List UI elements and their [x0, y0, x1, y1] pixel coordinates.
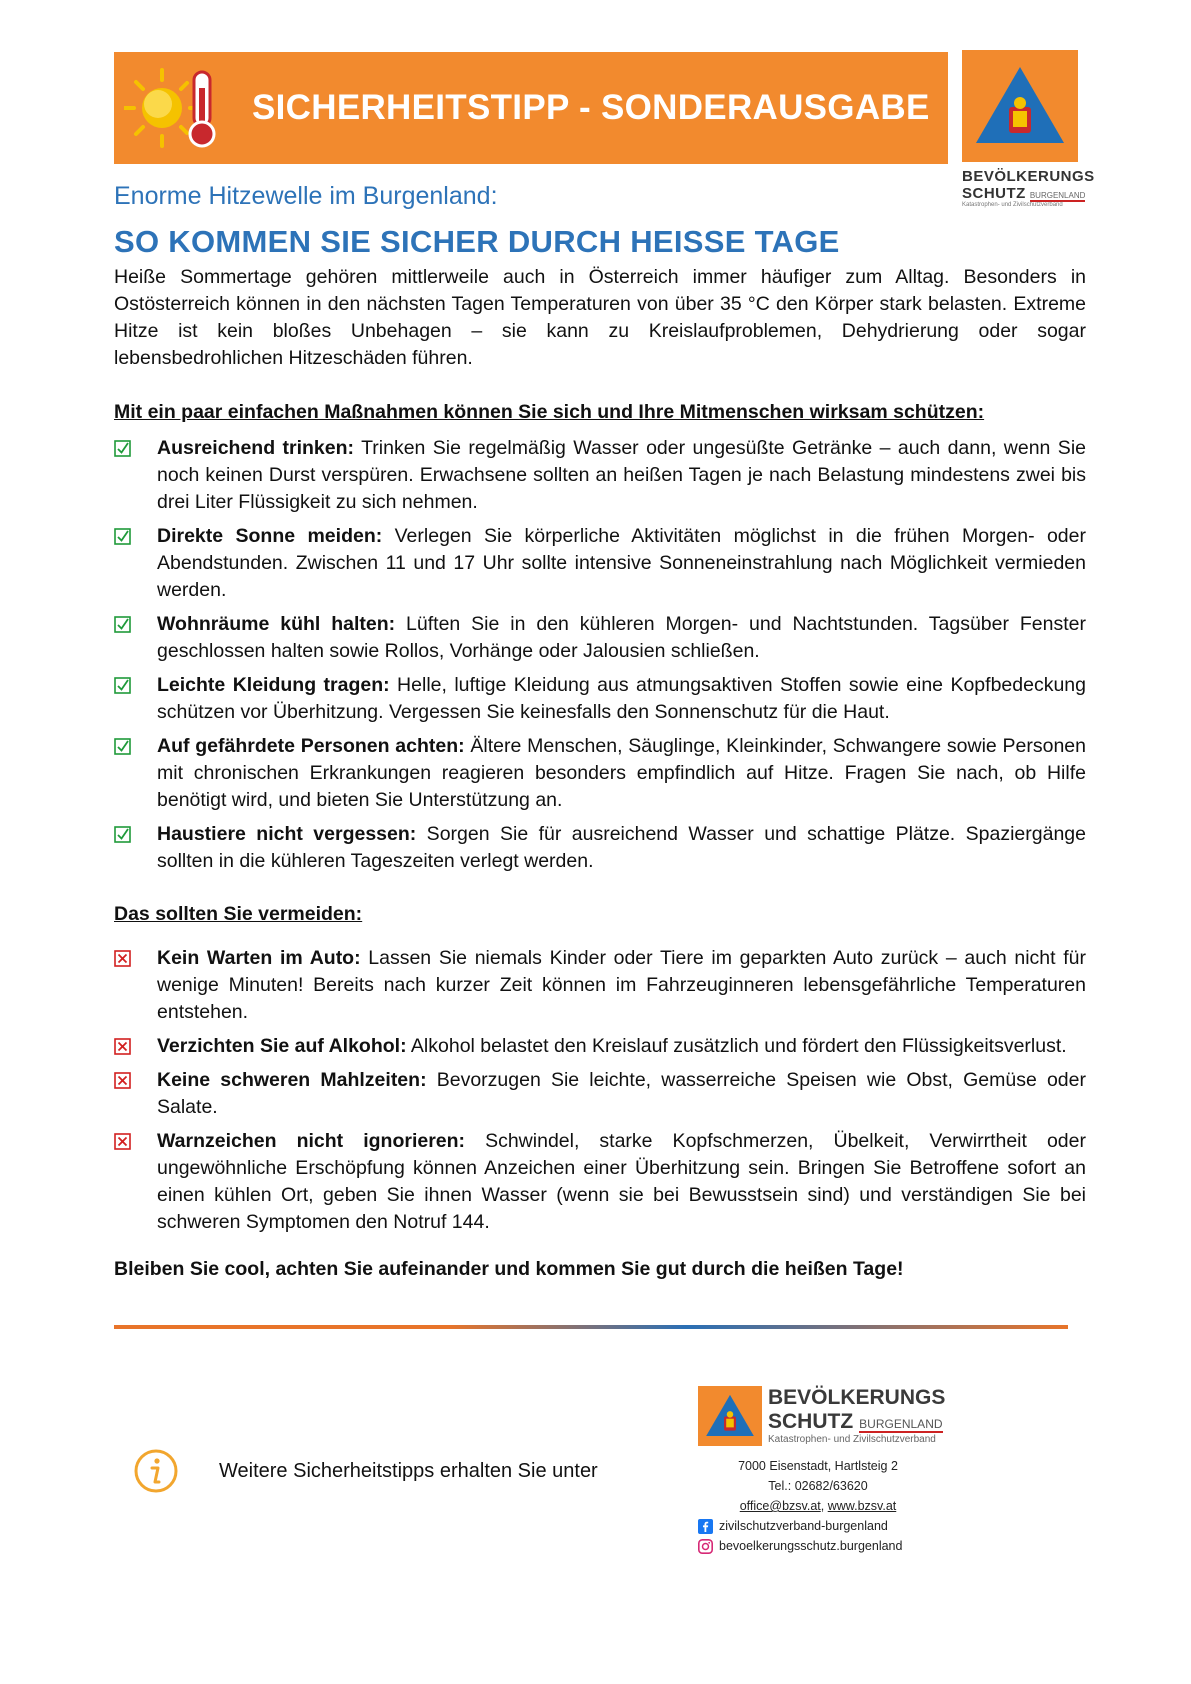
logo-emblem [962, 50, 1078, 162]
list-item [114, 945, 1086, 1026]
item-text [157, 1067, 1086, 1121]
item-label: Ausreichend trinken: [157, 437, 355, 459]
instagram-line[interactable] [698, 1536, 938, 1556]
item-description: Trinken Sie regelmäßig Wasser oder ungesüßte Getränke – auch dann, wenn Sie noch keinen Durst verspüren. Erwachsene sollten an heißen Tagen je nach Belastung mindestens zwei bis drei Liter Flüssigkeit zu sich nehmen. [157, 437, 1086, 513]
sun-thermometer-icon [124, 58, 224, 158]
item-text [157, 1033, 1086, 1060]
contact-separator: , [820, 1499, 828, 1513]
address: 7000 Eisenstadt, Hartlsteig 2 [738, 1459, 898, 1473]
item-label: Haustiere nicht vergessen: [157, 823, 417, 845]
item-label: Kein Warten im Auto: [157, 947, 361, 969]
closing-statement: Bleiben Sie cool, achten Sie aufeinander und kommen Sie gut durch die heißen Tage! [114, 1258, 904, 1280]
green-checkbox-icon [114, 440, 131, 457]
footer-logo-region: BURGENLAND [859, 1417, 943, 1431]
logo-word-schutz: SCHUTZ [962, 185, 1026, 202]
banner-title: SICHERHEITSTIPP - SONDERAUSGABE [252, 88, 930, 127]
website-link[interactable]: www.bzsv.at [827, 1499, 897, 1513]
intro-paragraph: Heiße Sommertage gehören mittlerweile auch in Österreich immer häufiger zum Alltag. Besonders in Ostösterreich können in den nächsten Tagen Temperaturen von über 35 °C den Körper stark belasten. Extreme Hitze ist kein bloßes Unbehagen – sie kann zu Kreislaufproblemen, Dehydrierung oder sogar lebensbedrohlichen Hitzeschäden führen. [114, 266, 1086, 369]
page-subtitle: Enorme Hitzewelle im Burgenland: [114, 182, 498, 210]
footer-logo [698, 1386, 948, 1446]
list-item [114, 733, 1086, 814]
item-text [157, 821, 1086, 875]
organization-logo [962, 50, 1095, 208]
list-item [114, 821, 1086, 875]
footer-logo-word2: SCHUTZ [768, 1410, 854, 1433]
item-description: Bevorzugen Sie leichte, wasserreiche Speisen wie Obst, Gemüse oder Salate. [157, 1069, 1086, 1118]
item-text [157, 672, 1086, 726]
item-text [157, 523, 1086, 604]
facebook-icon [698, 1519, 713, 1534]
item-description: Sorgen Sie für ausreichend Wasser und schattige Plätze. Spaziergänge sollten in die kühleren Tageszeiten verlegt werden. [157, 823, 1086, 872]
footer-logo-subtitle: Katastrophen- und Zivilschutzverband [768, 1434, 936, 1445]
item-text [157, 733, 1086, 814]
main-content [114, 264, 1086, 1283]
instagram-icon [698, 1539, 713, 1554]
item-label: Direkte Sonne meiden: [157, 525, 383, 547]
item-description: Lassen Sie niemals Kinder oder Tiere im geparkten Auto zurück – auch nicht für wenige Minuten! Bereits nach kurzer Zeit können im Fahrzeuginneren lebensgefährliche Temperaturen entstehen. [157, 947, 1086, 1023]
footer-logo-word1: BEVÖLKERUNGS [768, 1386, 946, 1409]
list-item [114, 1067, 1086, 1121]
list-item [114, 1033, 1086, 1060]
list-item [114, 672, 1086, 726]
item-description: Alkohol belastet den Kreislauf zusätzlich und fördert den Flüssigkeitsverlust. [406, 1035, 1067, 1057]
facebook-handle: zivilschutzverband-burgenland [719, 1519, 888, 1533]
avoid-list [114, 945, 1086, 1236]
item-description: Lüften Sie in den kühleren Morgen- und Nachtstunden. Tagsüber Fenster geschlossen halten sowie Rollos, Vorhänge oder Jalousien schließen. [157, 613, 1086, 662]
instagram-handle: bevoelkerungsschutz.burgenland [719, 1539, 903, 1553]
red-x-checkbox-icon [114, 950, 131, 967]
info-icon [133, 1448, 179, 1494]
civil-protection-triangle-icon [972, 61, 1068, 151]
item-description: Helle, luftige Kleidung aus atmungsaktiven Stoffen sowie eine Kopfbedeckung schützen vor Überhitzung. Vergessen Sie keinesfalls den Sonnenschutz für die Haut. [157, 674, 1086, 723]
footer-divider [114, 1325, 1068, 1329]
page-headline: SO KOMMEN SIE SICHER DURCH HEISSE TAGE [114, 224, 840, 259]
item-description: Schwindel, starke Kopfschmerzen, Übelkeit, Verwirrtheit oder ungewöhnliche Erschöpfung können Anzeichen einer Überhitzung sein. Bringen Sie Betroffene sofort an einen kühlen Ort, geben Sie ihnen Wasser (wenn sie bei Bewusstsein sind) und verständigen Sie bei schweren Symptomen den Notruf 144. [157, 1130, 1086, 1233]
email-web-line [698, 1496, 938, 1516]
green-checkbox-icon [114, 738, 131, 755]
green-checkbox-icon [114, 826, 131, 843]
list-item [114, 1128, 1086, 1236]
header-banner [114, 52, 948, 164]
item-text [157, 1128, 1086, 1236]
item-label: Auf gefährdete Personen achten: [157, 735, 465, 757]
list-item [114, 523, 1086, 604]
recommendations-list [114, 435, 1086, 875]
item-description: Ältere Menschen, Säuglinge, Kleinkinder, Schwangere sowie Personen mit chronischen Erkrankungen reagieren besonders empfindlich auf Hitze. Fragen Sie nach, ob Hilfe benötigt wird, und bieten Sie Unterstützung an. [157, 735, 1086, 811]
avoid-heading: Das sollten Sie vermeiden: [114, 903, 363, 925]
green-checkbox-icon [114, 616, 131, 633]
list-item [114, 611, 1086, 665]
item-description: Verlegen Sie körperliche Aktivitäten möglichst in die frühen Morgen- oder Abendstunden. Zwischen 11 und 17 Uhr sollte intensive Sonneneinstrahlung nach Möglichkeit vermieden werden. [157, 525, 1086, 601]
logo-word-bevoelkerungs: BEVÖLKERUNGS [962, 168, 1095, 185]
item-text [157, 611, 1086, 665]
more-tips-text: Weitere Sicherheitstipps erhalten Sie unter [219, 1460, 598, 1482]
red-x-checkbox-icon [114, 1038, 131, 1055]
red-x-checkbox-icon [114, 1072, 131, 1089]
green-checkbox-icon [114, 528, 131, 545]
item-label: Verzichten Sie auf Alkohol: [157, 1035, 407, 1057]
facebook-line[interactable] [698, 1516, 938, 1536]
logo-region: BURGENLAND [1029, 191, 1086, 200]
footer-logo-emblem [698, 1386, 762, 1446]
civil-protection-triangle-icon [704, 1391, 756, 1441]
item-label: Warnzeichen nicht ignorieren: [157, 1130, 466, 1152]
recommendations-heading: Mit ein paar einfachen Maßnahmen können Sie sich und Ihre Mitmenschen wirksam schützen: [114, 401, 985, 423]
item-label: Leichte Kleidung tragen: [157, 674, 390, 696]
item-text [157, 435, 1086, 516]
email-link[interactable]: office@bzsv.at [739, 1499, 821, 1513]
item-label: Wohnräume kühl halten: [157, 613, 396, 635]
item-label: Keine schweren Mahlzeiten: [157, 1069, 427, 1091]
list-item [114, 435, 1086, 516]
item-text [157, 945, 1086, 1026]
green-checkbox-icon [114, 677, 131, 694]
contact-block [698, 1456, 938, 1556]
logo-subtitle: Katastrophen- und Zivilschutzverband [962, 202, 1063, 208]
phone: Tel.: 02682/63620 [768, 1479, 868, 1493]
red-x-checkbox-icon [114, 1133, 131, 1150]
